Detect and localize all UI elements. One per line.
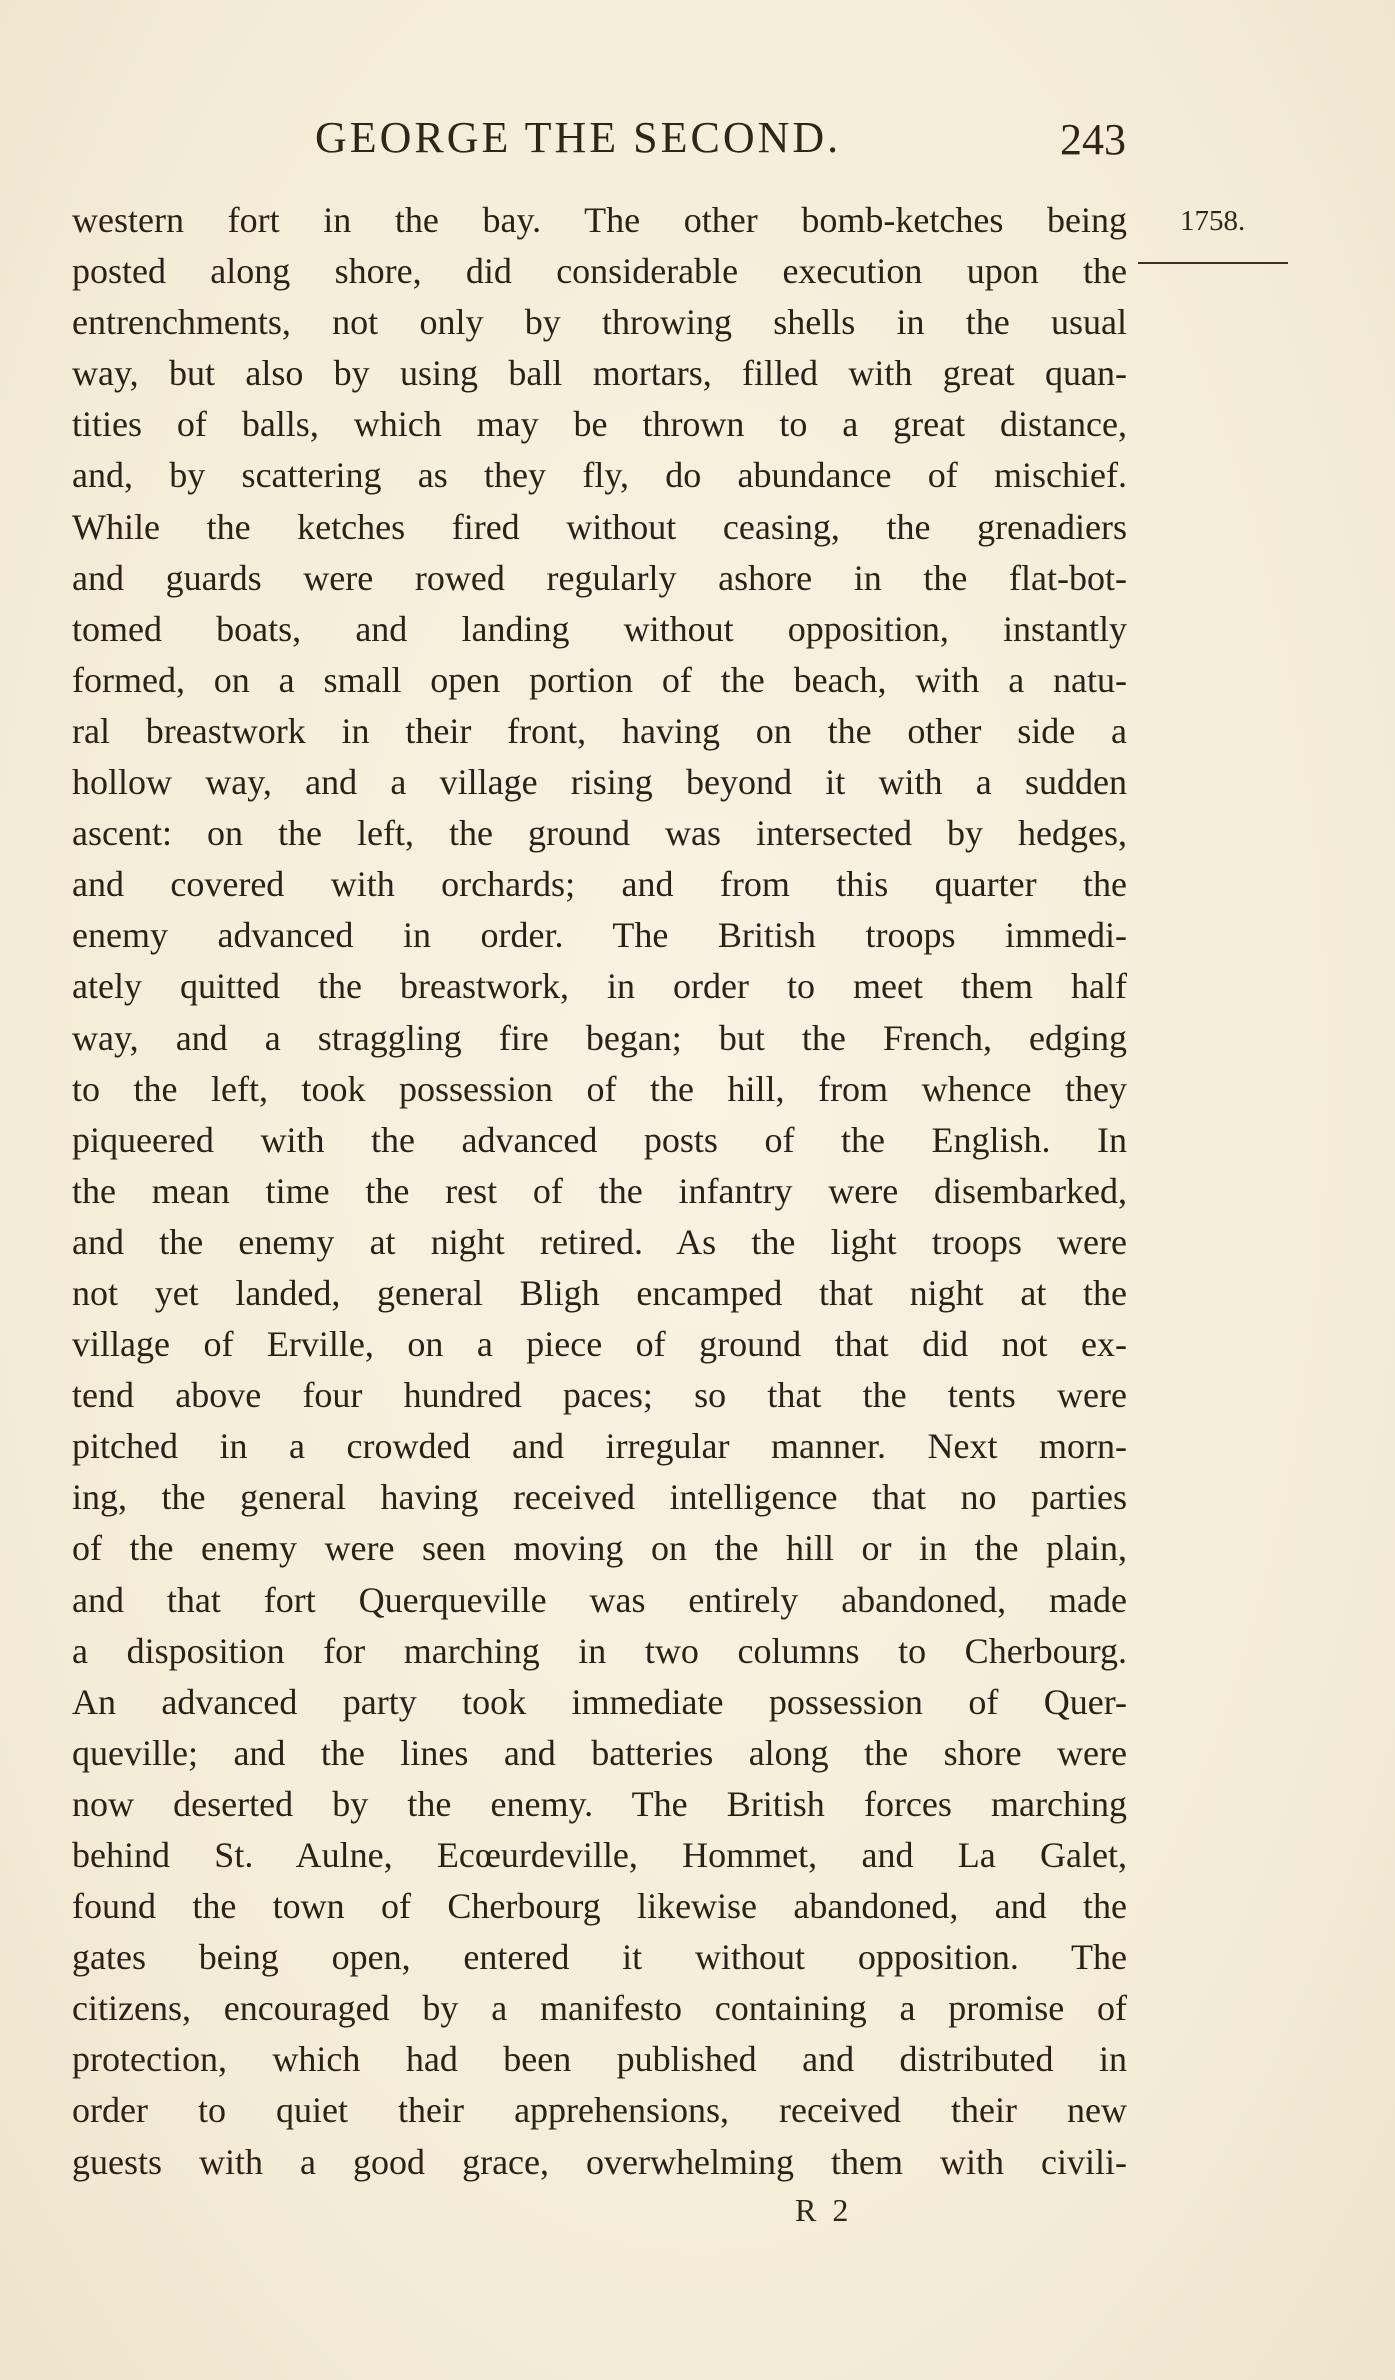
text-line: order to quiet their apprehensions, received their new bbox=[72, 2090, 1127, 2131]
text-line: guests with a good grace, overwhelming them with civili- bbox=[72, 2141, 1127, 2182]
text-line: the mean time the rest of the infantry were disembarked, bbox=[72, 1170, 1127, 1211]
text-line: ral breastwork in their front, having on the other side a bbox=[72, 710, 1127, 751]
page-number: 243 bbox=[1060, 115, 1126, 164]
text-line: formed, on a small open portion of the beach, with a natu- bbox=[72, 659, 1127, 700]
body-text bbox=[72, 195, 1127, 2188]
text-line: and guards were rowed regularly ashore in the flat-bot- bbox=[72, 557, 1127, 598]
text-line: and covered with orchards; and from this quarter the bbox=[72, 864, 1127, 905]
signature-mark: R 2 bbox=[795, 2192, 853, 2228]
text-line: tomed boats, and landing without opposition, instantly bbox=[72, 608, 1127, 649]
text-line: pitched in a crowded and irregular manner. Next morn- bbox=[72, 1426, 1127, 1467]
text-line: behind St. Aulne, Ecœurdeville, Hommet, and La Galet, bbox=[72, 1835, 1127, 1875]
text-line: and that fort Querqueville was entirely abandoned, made bbox=[72, 1579, 1127, 1620]
text-line: hollow way, and a village rising beyond it with a sudden bbox=[72, 762, 1127, 803]
text-line: way, and a straggling fire began; but the French, edging bbox=[72, 1017, 1127, 1058]
text-line: enemy advanced in order. The British troops immedi- bbox=[72, 915, 1127, 956]
text-line: citizens, encouraged by a manifesto containing a promise of bbox=[72, 1988, 1127, 2029]
text-line: gates being open, entered it without opposition. The bbox=[72, 1937, 1127, 1978]
text-line: queville; and the lines and batteries along the shore were bbox=[72, 1732, 1127, 1773]
text-line: posted along shore, did considerable execution upon the bbox=[72, 251, 1127, 292]
text-line: to the left, took possession of the hill, from whence they bbox=[72, 1068, 1127, 1109]
text-line: way, but also by using ball mortars, filled with great quan- bbox=[72, 353, 1127, 394]
text-line: entrenchments, not only by throwing shells in the usual bbox=[72, 302, 1127, 343]
text-line: found the town of Cherbourg likewise abandoned, and the bbox=[72, 1886, 1127, 1927]
text-line: and, by scattering as they fly, do abundance of mischief. bbox=[72, 455, 1127, 496]
text-line: western fort in the bay. The other bomb-ketches being bbox=[72, 200, 1127, 240]
text-line: ascent: on the left, the ground was intersected by hedges, bbox=[72, 813, 1127, 854]
text-line: a disposition for marching in two columns to Cherbourg. bbox=[72, 1630, 1127, 1671]
running-head: GEORGE THE SECOND. bbox=[315, 113, 842, 162]
margin-rule bbox=[1138, 262, 1288, 264]
margin-year: 1758. bbox=[1180, 205, 1246, 237]
text-line: An advanced party took immediate possession of Quer- bbox=[72, 1681, 1127, 1722]
text-line: now deserted by the enemy. The British forces marching bbox=[72, 1783, 1127, 1824]
text-line: protection, which had been published and distributed in bbox=[72, 2039, 1127, 2080]
text-line: and the enemy at night retired. As the light troops were bbox=[72, 1221, 1127, 1262]
text-line: ately quitted the breastwork, in order to meet them half bbox=[72, 966, 1127, 1007]
text-line: of the enemy were seen moving on the hill or in the plain, bbox=[72, 1528, 1127, 1569]
text-line: ing, the general having received intelligence that no parties bbox=[72, 1477, 1127, 1518]
text-line: tend above four hundred paces; so that the tents were bbox=[72, 1375, 1127, 1416]
text-line: piqueered with the advanced posts of the English. In bbox=[72, 1119, 1127, 1160]
text-line: not yet landed, general Bligh encamped that night at the bbox=[72, 1272, 1127, 1313]
text-line: tities of balls, which may be thrown to a great distance, bbox=[72, 404, 1127, 445]
text-line: village of Erville, on a piece of ground that did not ex- bbox=[72, 1324, 1127, 1365]
text-line: While the ketches fired without ceasing, the grenadiers bbox=[72, 506, 1127, 547]
